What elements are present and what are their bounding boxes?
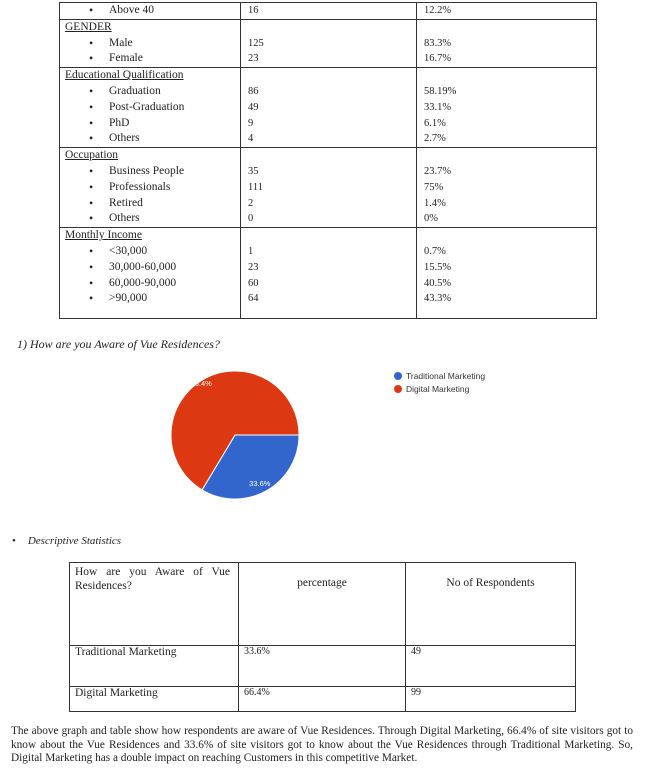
bullet-icon: • bbox=[12, 535, 16, 547]
row-percentage: 33.6% bbox=[244, 646, 270, 657]
percent: 40.5% bbox=[424, 277, 452, 289]
count: 64 bbox=[248, 293, 259, 305]
percent: 33.1% bbox=[424, 101, 452, 113]
statistics-table bbox=[69, 562, 576, 712]
age-percent: 12.2% bbox=[424, 5, 452, 16]
header-respondents: No of Respondents bbox=[446, 577, 535, 589]
table-row bbox=[70, 687, 576, 712]
header-question-line2: Residences? bbox=[75, 580, 132, 592]
legend-label: Traditional Marketing bbox=[406, 370, 486, 381]
table-row-education bbox=[60, 68, 597, 148]
percent: 15.5% bbox=[424, 261, 452, 273]
row-respondents: 49 bbox=[410, 646, 421, 657]
percent: 16.7% bbox=[424, 53, 452, 65]
table-row-gender bbox=[60, 19, 597, 67]
table-row bbox=[70, 646, 576, 687]
list-item: • <30,000 bbox=[66, 244, 240, 260]
pie-slice-label: 66.4% bbox=[190, 379, 212, 389]
percent: 0% bbox=[424, 213, 438, 225]
list-item: • Business People bbox=[66, 164, 240, 180]
table-row-occupation bbox=[60, 148, 597, 228]
percent: 1.4% bbox=[424, 197, 446, 209]
demographics-table bbox=[59, 2, 597, 319]
legend-item bbox=[394, 369, 485, 382]
list-item: • Professionals bbox=[66, 180, 240, 196]
age-count: 16 bbox=[248, 5, 259, 16]
count: 111 bbox=[248, 181, 263, 193]
list-item: • Post-Graduation bbox=[66, 100, 240, 116]
count: 23 bbox=[248, 53, 259, 65]
row-respondents: 99 bbox=[410, 687, 421, 698]
count: 9 bbox=[248, 117, 254, 129]
section-title: Occupation bbox=[65, 149, 119, 162]
list-item: • 30,000-60,000 bbox=[66, 260, 240, 276]
count: 1 bbox=[248, 245, 254, 257]
section-title: GENDER bbox=[65, 20, 112, 33]
list-item: • >90,000 bbox=[66, 291, 240, 307]
table-row bbox=[60, 3, 597, 20]
list-item: • Retired bbox=[66, 196, 240, 212]
descriptive-statistics-label: Descriptive Statistics bbox=[27, 535, 122, 547]
legend-item bbox=[394, 382, 485, 395]
count: 60 bbox=[248, 277, 259, 289]
chart-legend bbox=[394, 369, 485, 395]
percent: 2.7% bbox=[424, 133, 446, 145]
count: 35 bbox=[248, 165, 259, 177]
pie-slice-label: 33.6% bbox=[249, 478, 271, 488]
age-label: • Above 40 bbox=[66, 3, 240, 19]
count: 86 bbox=[248, 85, 259, 97]
list-item: • Graduation bbox=[66, 84, 240, 100]
percent: 75% bbox=[424, 181, 444, 193]
list-item: • Female bbox=[66, 51, 240, 67]
row-label: Traditional Marketing bbox=[75, 646, 177, 658]
percent: 43.3% bbox=[424, 293, 452, 305]
row-percentage: 66.4% bbox=[244, 687, 270, 698]
row-label: Digital Marketing bbox=[75, 687, 158, 699]
conclusion-paragraph: The above graph and table show how respondents are aware of Vue Residences. Through Digital Marketing, 66.4% of site visitors got to know about the Vue Residences and 33.6% of site visitors got to know about the Vue Residences through Traditional Marketing. So, Digital Marketing has a double impact on reaching Customers in this competitive Market. bbox=[11, 725, 633, 764]
header-percentage: percentage bbox=[297, 577, 347, 589]
list-item: • 60,000-90,000 bbox=[66, 276, 240, 292]
count: 4 bbox=[248, 133, 254, 145]
list-item: • PhD bbox=[66, 116, 240, 132]
legend-label: Digital Marketing bbox=[406, 383, 470, 394]
percent: 58.19% bbox=[424, 85, 457, 97]
count: 125 bbox=[248, 37, 264, 49]
percent: 83.3% bbox=[424, 37, 452, 49]
section-title: Educational Qualification bbox=[65, 69, 184, 82]
table-row-income bbox=[60, 228, 597, 319]
legend-swatch-digital bbox=[394, 385, 402, 393]
awareness-pie-chart bbox=[160, 360, 310, 510]
table-header-row bbox=[70, 563, 576, 646]
count: 0 bbox=[248, 213, 254, 225]
percent: 6.1% bbox=[424, 117, 446, 129]
count: 2 bbox=[248, 197, 254, 209]
count: 49 bbox=[248, 101, 259, 113]
question-heading: 1) How are you Aware of Vue Residences? bbox=[17, 337, 220, 351]
count: 23 bbox=[248, 261, 259, 273]
header-question: How are you Aware of Vue bbox=[75, 566, 230, 578]
section-title: Monthly Income bbox=[65, 229, 142, 242]
legend-swatch-traditional bbox=[394, 372, 402, 380]
list-item: • Male bbox=[66, 36, 240, 52]
descriptive-statistics-bullet bbox=[12, 535, 121, 547]
percent: 23.7% bbox=[424, 165, 452, 177]
list-item: • Others bbox=[66, 211, 240, 227]
percent: 0.7% bbox=[424, 245, 446, 257]
list-item: • Others bbox=[66, 131, 240, 147]
